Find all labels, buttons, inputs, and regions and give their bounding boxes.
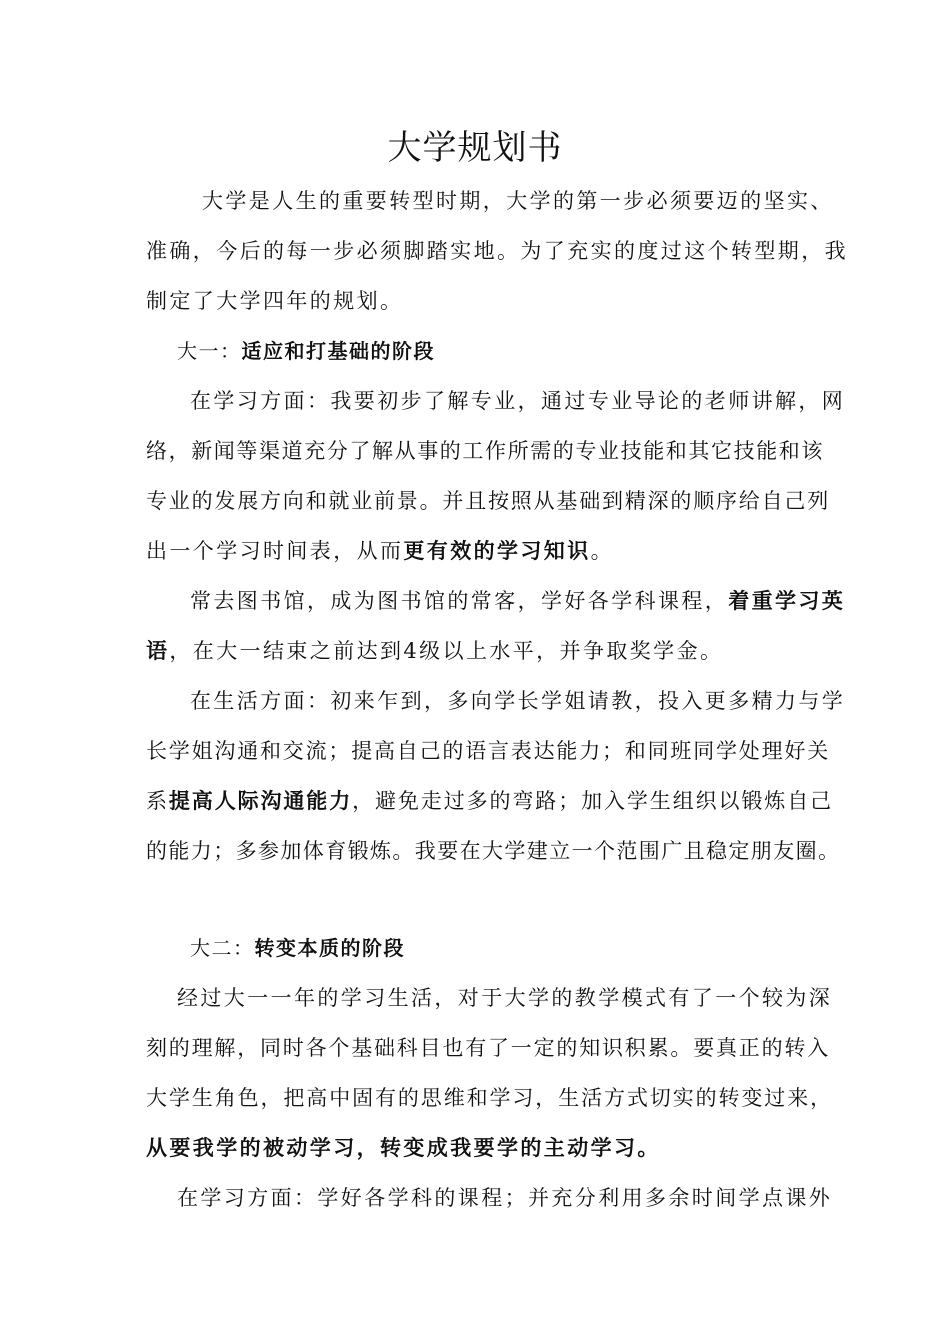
year1-library-line-2-text: ，在大一结束之前达到4级以上水平，并争取奖学金。 bbox=[169, 639, 724, 663]
intro-line-3: 制定了大学四年的规划。 bbox=[146, 289, 404, 313]
year2-intro-line-1: 经过大一一年的学习生活，对于大学的教学模式有了一个较为深 bbox=[177, 986, 833, 1010]
year1-life-line-3-start: 系 bbox=[146, 789, 169, 813]
year1-library-line-2 bbox=[146, 636, 723, 666]
year1-library-line-1 bbox=[190, 586, 845, 616]
year1-life-emphasis: 提高人际沟通能力 bbox=[168, 788, 353, 813]
year2-intro-line-3: 大学生角色，把高中固有的思维和学习，生活方式切实的转变过来， bbox=[146, 1086, 833, 1110]
year1-study-line-2: 络，新闻等渠道充分了解从事的工作所需的专业技能和其它技能和该 bbox=[146, 439, 824, 463]
year2-heading-title: 转变本质的阶段 bbox=[254, 936, 405, 960]
year1-study-line-1: 在学习方面：我要初步了解专业，通过专业导论的老师讲解，网 bbox=[190, 389, 846, 413]
intro-line-1: 大学是人生的重要转型时期，大学的第一步必须要迈的坚实、 bbox=[202, 189, 834, 213]
year1-life-line-1: 在生活方面：初来乍到，多向学长学姐请教，投入更多精力与学 bbox=[190, 689, 846, 713]
year2-heading bbox=[190, 933, 405, 963]
year1-heading-title: 适应和打基础的阶段 bbox=[241, 339, 435, 363]
year2-intro-line-4: 从要我学的被动学习，转变成我要学的主动学习。 bbox=[146, 1135, 661, 1160]
year1-heading-prefix: 大一： bbox=[177, 339, 242, 363]
year1-library-emphasis-1: 着重学习英 bbox=[728, 588, 846, 613]
year1-library-emphasis-2: 语 bbox=[146, 638, 170, 663]
year1-study-line-4-text: 出一个学习时间表，从而 bbox=[146, 539, 404, 563]
year2-study-line-1: 在学习方面：学好各学科的课程；并充分利用多余时间学点课外 bbox=[177, 1186, 833, 1210]
year2-intro-line-2: 刻的理解，同时各个基础科目也有了一定的知识积累。要真正的转入 bbox=[146, 1036, 830, 1060]
year1-life-line-3-end: ，避免走过多的弯路；加入学生组织以锻炼自己 bbox=[352, 789, 834, 813]
document-title: 大学规划书 bbox=[387, 128, 563, 168]
year1-life-line-2: 长学姐沟通和交流；提高自己的语言表达能力；和同班同学处理好关 bbox=[146, 739, 830, 763]
year2-heading-prefix: 大二： bbox=[190, 936, 255, 960]
year1-heading bbox=[177, 336, 435, 366]
year1-life-line-3 bbox=[146, 786, 833, 816]
year1-study-emphasis: 更有效的学习知识 bbox=[403, 538, 591, 563]
year1-study-line-4 bbox=[146, 536, 614, 566]
year1-library-line-1-text: 常去图书馆，成为图书馆的常客，学好各学科课程， bbox=[190, 589, 729, 613]
intro-line-2: 准确，今后的每一步必须脚踏实地。为了充实的度过这个转型期，我 bbox=[146, 239, 848, 263]
year1-life-line-4: 的能力；多参加体育锻炼。我要在大学建立一个范围广且稳定朋友圈。 bbox=[146, 839, 841, 863]
year1-study-line-4-end: 。 bbox=[590, 539, 615, 563]
year1-study-line-3: 专业的发展方向和就业前景。并且按照从基础到精深的顺序给自己列 bbox=[146, 489, 830, 513]
